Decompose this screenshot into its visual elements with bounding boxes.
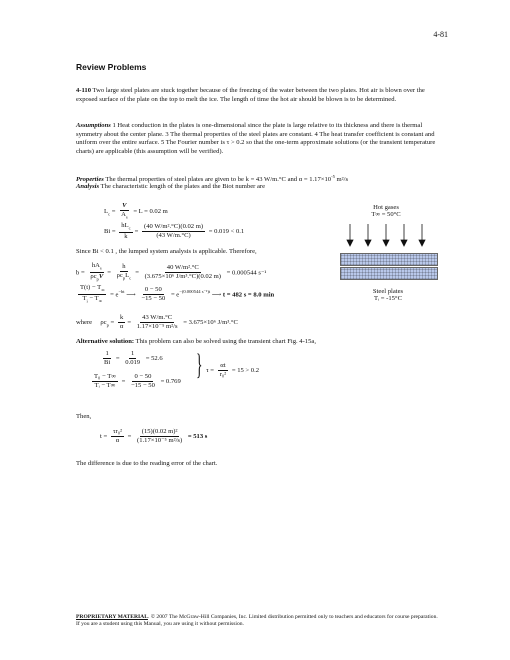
characteristic-length-equation: $L_c$ = $\frac{V}{A_s}$ = L = 0.02 m: [104, 202, 168, 220]
analysis-label: Analysis: [76, 183, 100, 190]
alternative-label: Alternative solution:: [76, 338, 135, 345]
brace-symbol: }: [196, 348, 203, 381]
footer-text: . © 2007 The McGraw-Hill Companies, Inc. Limited distribution permitted only to teachers and educators for course preparation. If you are a student using this Manual, you are using it without permission.: [76, 614, 438, 627]
footer-label: PROPRIETARY MATERIAL: [76, 614, 148, 620]
temperature-equation: $\frac{T(t) - T_\infty}{T_i - T_\infty}$ = $e^{-bt}$ ⟶ $\frac{0 - 50}{-15 - 50}$ = $e^{-(0.000544 s^{-1})t}$ ⟶ t = 482 s = 8.0 min: [80, 284, 275, 304]
properties-exponent: -5: [331, 174, 335, 179]
one-over-biot-equation: $\frac{1}{Bi}$ = $\frac{1}{0.019}$ = 52.6: [104, 350, 163, 366]
biot-number-equation: Bi = $\frac{hL_c}{k}$ = $\frac{\text{(40 W/m².°C)(0.02 m)}}{(43 W/m.^\circ C)}$ = 0.019 < 0.1: [104, 222, 245, 241]
time-result: t = 482 s = 8.0 min: [222, 291, 275, 299]
properties-text-b: m²/s: [334, 176, 349, 184]
final-time-equation: t = $\frac{\text{τr₀²}}{\alpha}$ = $\frac{\text{(15)(0.02 m)²}}{\text{(1.17×10⁻⁵ m²/s)}}$ = 513 s: [100, 428, 208, 444]
final-time-result: = 513 s: [187, 433, 208, 441]
assumptions-label: Assumptions: [76, 122, 111, 129]
then-label: Then,: [76, 413, 92, 420]
properties-text-a: The thermal properties of steel plates are given to be k = 43 W/m.°C and α = 1.17×10: [103, 176, 332, 184]
theta-equation: $\frac{\text{T₀ − T∞}}{\text{Tᵢ − T∞}}$ = $\frac{0 - 50}{-15 - 50}$ = 0.769: [94, 373, 181, 389]
alternative-paragraph: [76, 338, 442, 347]
since-line: Since Bi < 0.1 , the lumped system analysis is applicable. Therefore,: [76, 248, 257, 255]
assumptions-paragraph: [76, 122, 442, 156]
assumptions-text: 1 Heat conduction in the plates is one-dimensional since the plate is large relative to its thickness and there is thermal symmetry about the center plane. 3 The thermal properties of the steel plates are constant. 4 The heat transfer coefficient is constant and uniform over the entire surface. 5 The Fourier number is τ > 0.2 so that the one-term approximate solutions (or the transient temperature charts) are applicable (this assumption will be verified).: [76, 122, 436, 155]
steel-plate-top: [340, 253, 438, 266]
difference-note: The difference is due to the reading error of the chart.: [76, 460, 218, 467]
page-number: 4-81: [433, 30, 448, 39]
problem-text: Two large steel plates are stuck together because of the freezing of the water between the two plates. Hot air is blown over the exposed surface of the plate on the top to melt the ice. The length of time the hot air should be blown is to be determined.: [76, 87, 425, 103]
b-equation: b = $\frac{hA_s}{\rho c_pV}$ = $\frac{h}{\rho c_pL_c}$ = $\frac{\text{40 W/m².°C}}{\text{(3.675×10⁶ J/m³.°C)(0.02 m)}}$ = 0.000544 s⁻¹: [76, 262, 267, 282]
problem-statement: [76, 87, 442, 104]
tau-equation: τ = $\frac{\alpha t}{\text{r₀²}}$ = 15 > 0.2: [206, 362, 260, 378]
analysis-text: The characteristic length of the plates and the Biot number are: [99, 183, 266, 190]
alternative-text: This problem can also be solved using the transient chart Fig. 4-15a,: [134, 338, 316, 345]
steel-plates-label: Steel plates Tᵢ = -15°C: [372, 288, 404, 302]
section-title: Review Problems: [76, 62, 147, 72]
steel-plate-bottom: [340, 267, 438, 280]
footer-notice: [76, 614, 442, 628]
hot-gases-label: Hot gases T∞ = 50°C: [371, 204, 401, 218]
analysis-paragraph: [76, 183, 442, 192]
problem-number: 4-110: [76, 87, 92, 94]
rho-cp-equation: where $\rho c_p$ = $\frac{k}{\alpha}$ = $\frac{43 W/m.^\circ C}{\text{1.17×10⁻⁵ m²/s}}$ = 3.675×10⁶ J/m³.°C: [76, 314, 238, 330]
hot-air-arrows-icon: [346, 222, 430, 248]
properties-label: Properties: [76, 176, 104, 184]
